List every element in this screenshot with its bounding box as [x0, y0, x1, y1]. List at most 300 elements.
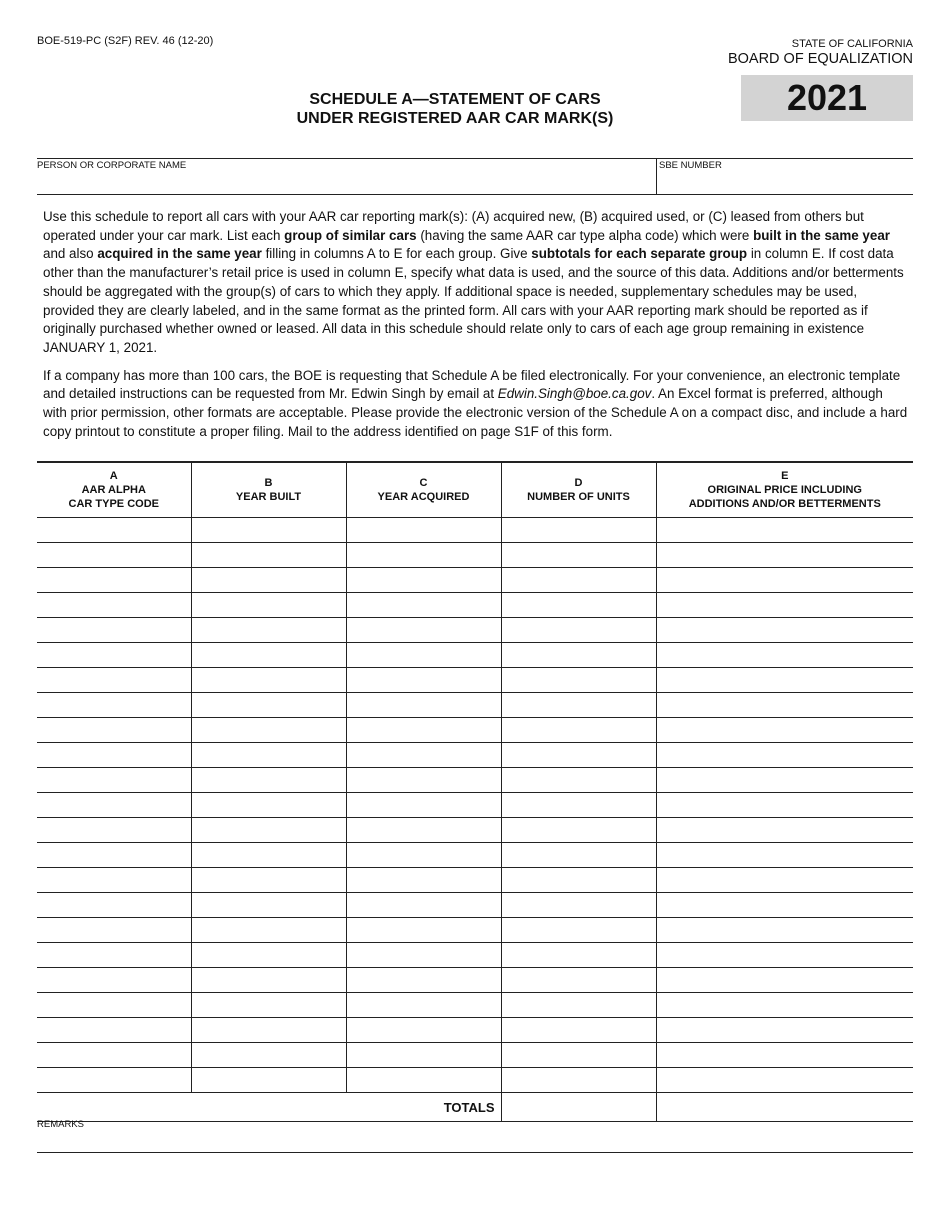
year-acquired-input[interactable]	[347, 619, 501, 641]
year-built-input[interactable]	[192, 544, 346, 566]
car-type-code-input[interactable]	[37, 594, 191, 616]
original-price-input[interactable]	[657, 744, 914, 766]
sbe-number-cell	[656, 159, 913, 194]
original-price-cell	[656, 593, 913, 618]
year-built-cell	[191, 843, 346, 868]
year-built-cell	[191, 993, 346, 1018]
column-header-e	[656, 462, 913, 518]
original-price-input[interactable]	[657, 719, 914, 741]
original-price-cell	[656, 743, 913, 768]
number-of-units-input[interactable]	[502, 569, 656, 591]
year-built-cell	[191, 518, 346, 543]
instructions-text: filling in columns A to E for each group. Give	[261, 246, 532, 262]
original-price-cell	[656, 543, 913, 568]
year-built-cell	[191, 1043, 346, 1068]
number-of-units-cell	[501, 718, 656, 743]
year-acquired-cell	[346, 768, 501, 793]
table-row	[37, 518, 913, 543]
instructions-emphasis: acquired in the same year	[97, 246, 262, 262]
original-price-input[interactable]	[657, 819, 914, 841]
column-letter: B	[264, 477, 273, 489]
year-built-cell	[191, 793, 346, 818]
number-of-units-cell	[501, 593, 656, 618]
car-type-code-cell	[37, 568, 191, 593]
number-of-units-cell	[501, 643, 656, 668]
table-row	[37, 968, 913, 993]
number-of-units-input[interactable]	[502, 544, 656, 566]
car-type-code-input[interactable]	[37, 544, 191, 566]
year-built-cell	[191, 1068, 346, 1093]
original-price-cell	[656, 793, 913, 818]
year-built-cell	[191, 618, 346, 643]
original-price-input[interactable]	[657, 1069, 914, 1091]
remarks-section	[37, 1118, 913, 1153]
number-of-units-input[interactable]	[502, 619, 656, 641]
year-built-input[interactable]	[192, 919, 346, 941]
agency-header	[728, 38, 913, 67]
number-of-units-cell	[501, 1043, 656, 1068]
year-acquired-input[interactable]	[347, 644, 501, 666]
car-type-code-input[interactable]	[37, 869, 191, 891]
year-acquired-input[interactable]	[347, 794, 501, 816]
table-row	[37, 868, 913, 893]
original-price-cell	[656, 618, 913, 643]
number-of-units-input[interactable]	[502, 919, 656, 941]
car-type-code-cell	[37, 543, 191, 568]
car-type-code-cell	[37, 618, 191, 643]
year-acquired-input[interactable]	[347, 869, 501, 891]
table-row	[37, 743, 913, 768]
car-type-code-input[interactable]	[37, 944, 191, 966]
car-type-code-cell	[37, 1068, 191, 1093]
original-price-cell	[656, 993, 913, 1018]
original-price-cell	[656, 1043, 913, 1068]
original-price-input[interactable]	[657, 544, 914, 566]
year-acquired-cell	[346, 693, 501, 718]
number-of-units-input[interactable]	[502, 594, 656, 616]
year-acquired-cell	[346, 568, 501, 593]
number-of-units-input[interactable]	[502, 944, 656, 966]
car-type-code-input[interactable]	[37, 819, 191, 841]
table-row	[37, 668, 913, 693]
car-type-code-input[interactable]	[37, 969, 191, 991]
car-type-code-input[interactable]	[37, 644, 191, 666]
year-acquired-cell	[346, 618, 501, 643]
year-built-input[interactable]	[192, 694, 346, 716]
table-row	[37, 1043, 913, 1068]
original-price-cell	[656, 818, 913, 843]
number-of-units-cell	[501, 618, 656, 643]
original-price-input[interactable]	[657, 1019, 914, 1041]
car-type-code-cell	[37, 693, 191, 718]
column-header-d	[501, 462, 656, 518]
form-id: BOE-519-PC (S2F) REV. 46 (12-20)	[37, 35, 214, 47]
year-built-input[interactable]	[192, 1019, 346, 1041]
car-type-code-input[interactable]	[37, 894, 191, 916]
column-header-b	[191, 462, 346, 518]
car-type-code-input[interactable]	[37, 744, 191, 766]
car-type-code-cell	[37, 643, 191, 668]
table-row	[37, 618, 913, 643]
number-of-units-input[interactable]	[502, 869, 656, 891]
number-of-units-input[interactable]	[502, 769, 656, 791]
contact-email: Edwin.Singh@boe.ca.gov	[497, 386, 652, 402]
column-letter: E	[781, 470, 789, 482]
table-row	[37, 943, 913, 968]
car-type-code-input[interactable]	[37, 669, 191, 691]
car-type-code-input[interactable]	[37, 844, 191, 866]
table-row	[37, 768, 913, 793]
instructions-emphasis: built in the same year	[753, 227, 890, 243]
year-built-cell	[191, 768, 346, 793]
board-name: BOARD OF EQUALIZATION	[727, 51, 913, 67]
year-built-cell	[191, 568, 346, 593]
table-row	[37, 568, 913, 593]
number-of-units-input[interactable]	[502, 519, 656, 541]
year-built-input[interactable]	[192, 944, 346, 966]
year-acquired-cell	[346, 793, 501, 818]
car-type-code-input[interactable]	[37, 919, 191, 941]
person-name-input[interactable]	[39, 172, 654, 192]
original-price-cell	[656, 968, 913, 993]
year-acquired-cell	[346, 668, 501, 693]
year-built-cell	[191, 968, 346, 993]
car-type-code-input[interactable]	[37, 769, 191, 791]
number-of-units-cell	[501, 693, 656, 718]
schedule-table	[37, 461, 913, 1122]
year-built-input[interactable]	[192, 869, 346, 891]
year-acquired-cell	[346, 518, 501, 543]
original-price-cell	[656, 943, 913, 968]
number-of-units-input[interactable]	[502, 694, 656, 716]
year-acquired-cell	[346, 743, 501, 768]
year-acquired-input[interactable]	[347, 994, 501, 1016]
number-of-units-input[interactable]	[502, 1044, 656, 1066]
car-type-code-input[interactable]	[37, 694, 191, 716]
car-type-code-input[interactable]	[37, 569, 191, 591]
column-letter: D	[574, 477, 583, 489]
car-type-code-cell	[37, 793, 191, 818]
year-built-cell	[191, 593, 346, 618]
year-acquired-input[interactable]	[347, 1069, 501, 1091]
instructions-paragraph-2	[43, 367, 909, 442]
year-built-input[interactable]	[192, 994, 346, 1016]
year-acquired-cell	[346, 1068, 501, 1093]
remarks-input[interactable]	[37, 1130, 913, 1150]
table-row	[37, 793, 913, 818]
year-built-input[interactable]	[192, 669, 346, 691]
instructions-emphasis: group of similar cars	[284, 227, 417, 243]
original-price-cell	[656, 1018, 913, 1043]
table-row	[37, 843, 913, 868]
year-acquired-cell	[346, 993, 501, 1018]
instructions-text: Use this schedule to report all cars with your AAR car reporting mark(s): (A) acquired new, (B) acquired used, or (C) leased from others but operated under your car mark. List each	[43, 209, 864, 243]
table-row	[37, 993, 913, 1018]
year-built-cell	[191, 943, 346, 968]
car-type-code-cell	[37, 868, 191, 893]
table-row	[37, 818, 913, 843]
year-built-input[interactable]	[192, 569, 346, 591]
year-acquired-input[interactable]	[347, 519, 501, 541]
year-acquired-input[interactable]	[347, 944, 501, 966]
number-of-units-input[interactable]	[502, 644, 656, 666]
table-row	[37, 1068, 913, 1093]
number-of-units-cell	[501, 993, 656, 1018]
year-acquired-cell	[346, 968, 501, 993]
original-price-input[interactable]	[657, 569, 914, 591]
year-acquired-input[interactable]	[347, 1019, 501, 1041]
car-type-code-cell	[37, 943, 191, 968]
number-of-units-cell	[501, 768, 656, 793]
year-acquired-input[interactable]	[347, 694, 501, 716]
table-row	[37, 543, 913, 568]
person-name-label: PERSON OR CORPORATE NAME	[37, 160, 187, 171]
year-built-input[interactable]	[192, 594, 346, 616]
number-of-units-cell	[501, 743, 656, 768]
original-price-cell	[656, 643, 913, 668]
original-price-input[interactable]	[657, 894, 914, 916]
year-acquired-cell	[346, 543, 501, 568]
year-acquired-input[interactable]	[347, 1044, 501, 1066]
schedule-body	[37, 518, 913, 1093]
year-acquired-input[interactable]	[347, 819, 501, 841]
number-of-units-input[interactable]	[502, 1069, 656, 1091]
number-of-units-input[interactable]	[502, 744, 656, 766]
year-acquired-input[interactable]	[347, 744, 501, 766]
number-of-units-input[interactable]	[502, 719, 656, 741]
year-built-cell	[191, 718, 346, 743]
instructions-text: If a company has more than 100 cars, the BOE is requesting that Schedule A be filed electronically. For your convenience, an electronic template and detailed instructions can be requested from Mr. Edwin Singh by email at	[43, 367, 901, 402]
original-price-input[interactable]	[657, 694, 914, 716]
year-built-input[interactable]	[192, 644, 346, 666]
column-header-a	[37, 462, 191, 518]
number-of-units-input[interactable]	[502, 969, 656, 991]
number-of-units-cell	[501, 518, 656, 543]
column-title: YEAR BUILT	[235, 491, 302, 503]
year-built-cell	[191, 543, 346, 568]
title-line-2: UNDER REGISTERED AAR CAR MARK(S)	[296, 110, 614, 127]
table-row	[37, 643, 913, 668]
year-built-input[interactable]	[192, 519, 346, 541]
number-of-units-cell	[501, 943, 656, 968]
number-of-units-cell	[501, 868, 656, 893]
table-row	[37, 718, 913, 743]
original-price-input[interactable]	[657, 969, 914, 991]
year-built-cell	[191, 743, 346, 768]
table-row	[37, 593, 913, 618]
car-type-code-cell	[37, 593, 191, 618]
number-of-units-input[interactable]	[502, 819, 656, 841]
instructions-text: in column E. If cost data other than the manufacturer’s retail price is used in column E, specify what data is used, and the source of this data. Additions and/or betterments should be aggregated with the group(s) of cars to which they apply. If additional space is needed, supplementary schedules may be used, provided they are clearly labeled, and in the same format as the printed form. All cars with your AAR reporting mark should be reported as if originally purchased whether owned or leased. All data in this schedule should relate only to cars of each age group remaining in existence JANUARY 1, 2021.	[43, 246, 904, 355]
remarks-label: REMARKS	[37, 1119, 84, 1130]
original-price-input[interactable]	[657, 769, 914, 791]
year-built-cell	[191, 918, 346, 943]
year-acquired-cell	[346, 843, 501, 868]
year-acquired-input[interactable]	[347, 919, 501, 941]
identification-row	[37, 158, 913, 195]
original-price-cell	[656, 868, 913, 893]
totals-label: TOTALS	[37, 1093, 501, 1122]
car-type-code-cell	[37, 743, 191, 768]
car-type-code-input[interactable]	[37, 794, 191, 816]
car-type-code-input[interactable]	[37, 1044, 191, 1066]
original-price-cell	[656, 668, 913, 693]
year-built-cell	[191, 818, 346, 843]
original-price-cell	[656, 843, 913, 868]
table-row	[37, 893, 913, 918]
totals-price-input[interactable]	[657, 1096, 914, 1118]
instructions	[43, 208, 909, 450]
year-acquired-cell	[346, 718, 501, 743]
number-of-units-cell	[501, 1068, 656, 1093]
year-built-input[interactable]	[192, 819, 346, 841]
number-of-units-input[interactable]	[502, 844, 656, 866]
number-of-units-cell	[501, 568, 656, 593]
number-of-units-input[interactable]	[502, 894, 656, 916]
year-acquired-cell	[346, 818, 501, 843]
year-built-input[interactable]	[192, 744, 346, 766]
year-built-input[interactable]	[192, 619, 346, 641]
column-title: YEAR ACQUIRED	[377, 491, 470, 503]
car-type-code-cell	[37, 993, 191, 1018]
original-price-input[interactable]	[657, 619, 914, 641]
car-type-code-cell	[37, 1043, 191, 1068]
car-type-code-cell	[37, 968, 191, 993]
table-row	[37, 693, 913, 718]
column-title: AAR ALPHA	[81, 484, 146, 496]
year-acquired-input[interactable]	[347, 544, 501, 566]
year-acquired-input[interactable]	[347, 844, 501, 866]
original-price-input[interactable]	[657, 1044, 914, 1066]
year-acquired-cell	[346, 643, 501, 668]
year-built-input[interactable]	[192, 969, 346, 991]
car-type-code-input[interactable]	[37, 1019, 191, 1041]
sbe-number-input[interactable]	[659, 172, 911, 192]
column-title: CAR TYPE CODE	[68, 498, 159, 510]
car-type-code-input[interactable]	[37, 994, 191, 1016]
original-price-cell	[656, 518, 913, 543]
year-acquired-cell	[346, 943, 501, 968]
number-of-units-input[interactable]	[502, 669, 656, 691]
year-built-input[interactable]	[192, 844, 346, 866]
number-of-units-input[interactable]	[502, 1019, 656, 1041]
original-price-cell	[656, 893, 913, 918]
number-of-units-input[interactable]	[502, 994, 656, 1016]
instructions-paragraph-1	[43, 208, 909, 358]
number-of-units-cell	[501, 893, 656, 918]
car-type-code-cell	[37, 668, 191, 693]
number-of-units-cell	[501, 843, 656, 868]
year-acquired-input[interactable]	[347, 569, 501, 591]
original-price-input[interactable]	[657, 794, 914, 816]
car-type-code-cell	[37, 918, 191, 943]
column-header-c	[346, 462, 501, 518]
column-letter: A	[109, 470, 118, 482]
number-of-units-cell	[501, 1018, 656, 1043]
state-name: STATE OF CALIFORNIA	[791, 38, 913, 50]
year-built-input[interactable]	[192, 894, 346, 916]
year-built-cell	[191, 693, 346, 718]
original-price-cell	[656, 768, 913, 793]
year-acquired-input[interactable]	[347, 969, 501, 991]
number-of-units-cell	[501, 968, 656, 993]
year-built-input[interactable]	[192, 719, 346, 741]
title-line-1: SCHEDULE A—STATEMENT OF CARS	[309, 91, 601, 108]
number-of-units-cell	[501, 543, 656, 568]
original-price-input[interactable]	[657, 919, 914, 941]
original-price-cell	[656, 1068, 913, 1093]
year-acquired-input[interactable]	[347, 669, 501, 691]
original-price-input[interactable]	[657, 519, 914, 541]
column-letter: C	[419, 477, 428, 489]
person-name-cell	[37, 159, 656, 194]
year-built-input[interactable]	[192, 769, 346, 791]
year-acquired-cell	[346, 1018, 501, 1043]
tax-year-badge: 2021	[741, 75, 913, 121]
original-price-cell	[656, 568, 913, 593]
year-built-input[interactable]	[192, 1044, 346, 1066]
year-acquired-input[interactable]	[347, 894, 501, 916]
car-type-code-cell	[37, 518, 191, 543]
year-built-cell	[191, 643, 346, 668]
car-type-code-input[interactable]	[37, 1069, 191, 1091]
car-type-code-cell	[37, 1018, 191, 1043]
column-title: NUMBER OF UNITS	[527, 491, 630, 503]
original-price-input[interactable]	[657, 594, 914, 616]
original-price-cell	[656, 718, 913, 743]
instructions-text: and also	[43, 246, 98, 262]
original-price-input[interactable]	[657, 869, 914, 891]
car-type-code-input[interactable]	[37, 619, 191, 641]
year-built-cell	[191, 868, 346, 893]
number-of-units-cell	[501, 818, 656, 843]
totals-units-input[interactable]	[502, 1096, 656, 1118]
car-type-code-cell	[37, 818, 191, 843]
car-type-code-cell	[37, 718, 191, 743]
car-type-code-cell	[37, 893, 191, 918]
number-of-units-cell	[501, 793, 656, 818]
original-price-input[interactable]	[657, 844, 914, 866]
car-type-code-input[interactable]	[37, 719, 191, 741]
original-price-input[interactable]	[657, 644, 914, 666]
year-built-input[interactable]	[192, 1069, 346, 1091]
car-type-code-cell	[37, 768, 191, 793]
year-acquired-input[interactable]	[347, 769, 501, 791]
instructions-emphasis: subtotals for each separate group	[531, 246, 748, 262]
car-type-code-cell	[37, 843, 191, 868]
table-row	[37, 1018, 913, 1043]
number-of-units-cell	[501, 668, 656, 693]
car-type-code-input[interactable]	[37, 519, 191, 541]
original-price-input[interactable]	[657, 944, 914, 966]
number-of-units-input[interactable]	[502, 794, 656, 816]
year-acquired-cell	[346, 868, 501, 893]
table-row	[37, 918, 913, 943]
year-acquired-input[interactable]	[347, 719, 501, 741]
instructions-text: (having the same AAR car type alpha code) which were	[416, 227, 754, 243]
year-acquired-input[interactable]	[347, 594, 501, 616]
year-built-cell	[191, 668, 346, 693]
page-title	[230, 90, 680, 128]
instructions-text: . An Excel format is preferred, although with prior permission, other formats are acceptable. Please provide the electronic version of the Schedule A on a compact disc, and include a hard copy printout to constitute a proper filing. Mail to the address identified on page S1F of this form.	[43, 386, 908, 439]
year-built-input[interactable]	[192, 794, 346, 816]
original-price-input[interactable]	[657, 994, 914, 1016]
column-title: ORIGINAL PRICE INCLUDING	[707, 484, 862, 496]
original-price-cell	[656, 918, 913, 943]
sbe-number-label: SBE NUMBER	[659, 160, 722, 171]
original-price-input[interactable]	[657, 669, 914, 691]
year-acquired-cell	[346, 1043, 501, 1068]
